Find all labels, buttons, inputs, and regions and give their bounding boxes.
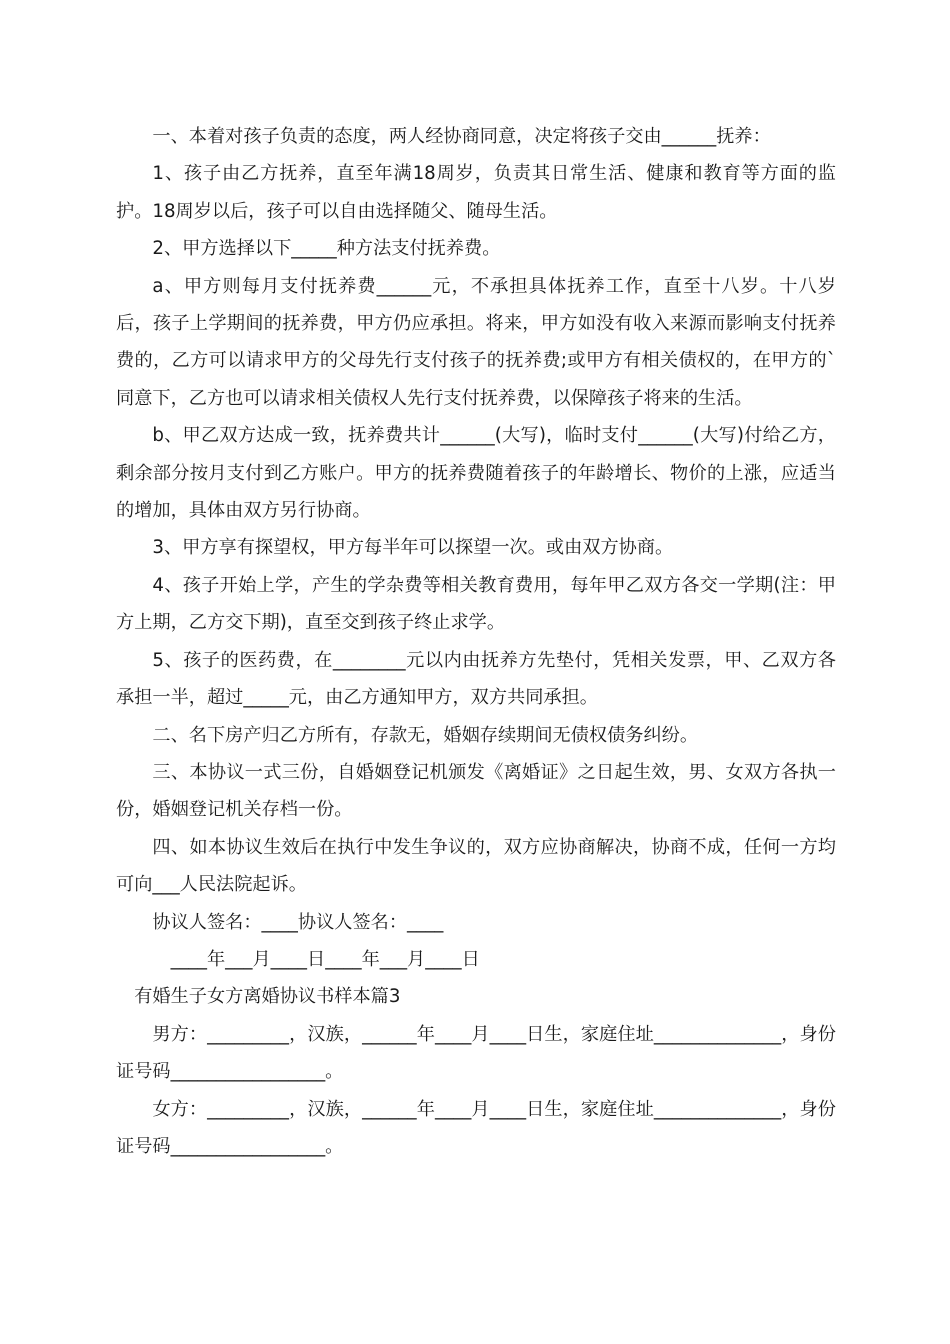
section-heading: 有婚生子女方离婚协议书样本篇3: [134, 986, 401, 1008]
clause-property: 二、名下房产归乙方所有，存款无，婚姻存续期间无债权债务纠纷。: [152, 724, 699, 746]
signature-line: 协议人签名：____协议人签名：____: [152, 911, 444, 933]
husband-info: 男方：_________，汉族，______年____月____日生，家庭住址______________，身份证号码_________________。: [116, 1023, 836, 1083]
clause-dispute: 四、如本协议生效后在执行中发生争议的，双方应协商解决，协商不成，任何一方均可向___人民法院起诉。: [116, 836, 836, 896]
clause-custody-1: 1、孩子由乙方抚养，直至年满18周岁，负责其日常生活、健康和教育等方面的监护。18周岁以后，孩子可以自由选择随父、随母生活。: [116, 163, 836, 222]
clause-custody-2a: a、甲方则每月支付抚养费______元，不承担具体抚养工作，直至十八岁。十八岁后，孩子上学期间的抚养费，甲方仍应承担。将来，甲方如没有收入来源而影响支付抚养费的，乙方可以请求甲方的父母先行支付孩子的抚养费;或甲方有相关债权的，在甲方的`同意下，乙方也可以请求相关债权人先行支付抚养费，以保障孩子将来的生活。: [116, 275, 836, 409]
date-line: ____年___月____日____年___月____日: [170, 948, 480, 970]
document-page: [116, 118, 836, 1165]
clause-custody-2b: b、甲乙双方达成一致，抚养费共计______(大写)，临时支付______(大写)付给乙方，剩余部分按月支付到乙方账户。甲方的抚养费随着孩子的年龄增长、物价的上涨，应适当的增加，具体由双方另行协商。: [116, 425, 836, 522]
clause-custody: 一、本着对孩子负责的态度，两人经协商同意，决定将孩子交由______抚养：: [152, 126, 771, 147]
clause-effectiveness: 三、本协议一式三份，自婚姻登记机颁发《离婚证》之日起生效，男、女双方各执一份，婚姻登记机关存档一份。: [116, 761, 836, 821]
clause-custody-4: 4、孩子开始上学，产生的学杂费等相关教育费用，每年甲乙双方各交一学期(注：甲方上期，乙方交下期)，直至交到孩子终止求学。: [116, 574, 836, 634]
clause-custody-2: 2、甲方选择以下_____种方法支付抚养费。: [152, 238, 501, 260]
clause-custody-3: 3、甲方享有探望权，甲方每半年可以探望一次。或由双方协商。: [152, 537, 674, 559]
clause-custody-5: 5、孩子的医药费，在________元以内由抚养方先垫付，凭相关发票，甲、乙双方各承担一半，超过_____元，由乙方通知甲方，双方共同承担。: [116, 649, 836, 709]
wife-info: 女方：_________，汉族，______年____月____日生，家庭住址______________，身份证号码_________________。: [116, 1098, 836, 1157]
